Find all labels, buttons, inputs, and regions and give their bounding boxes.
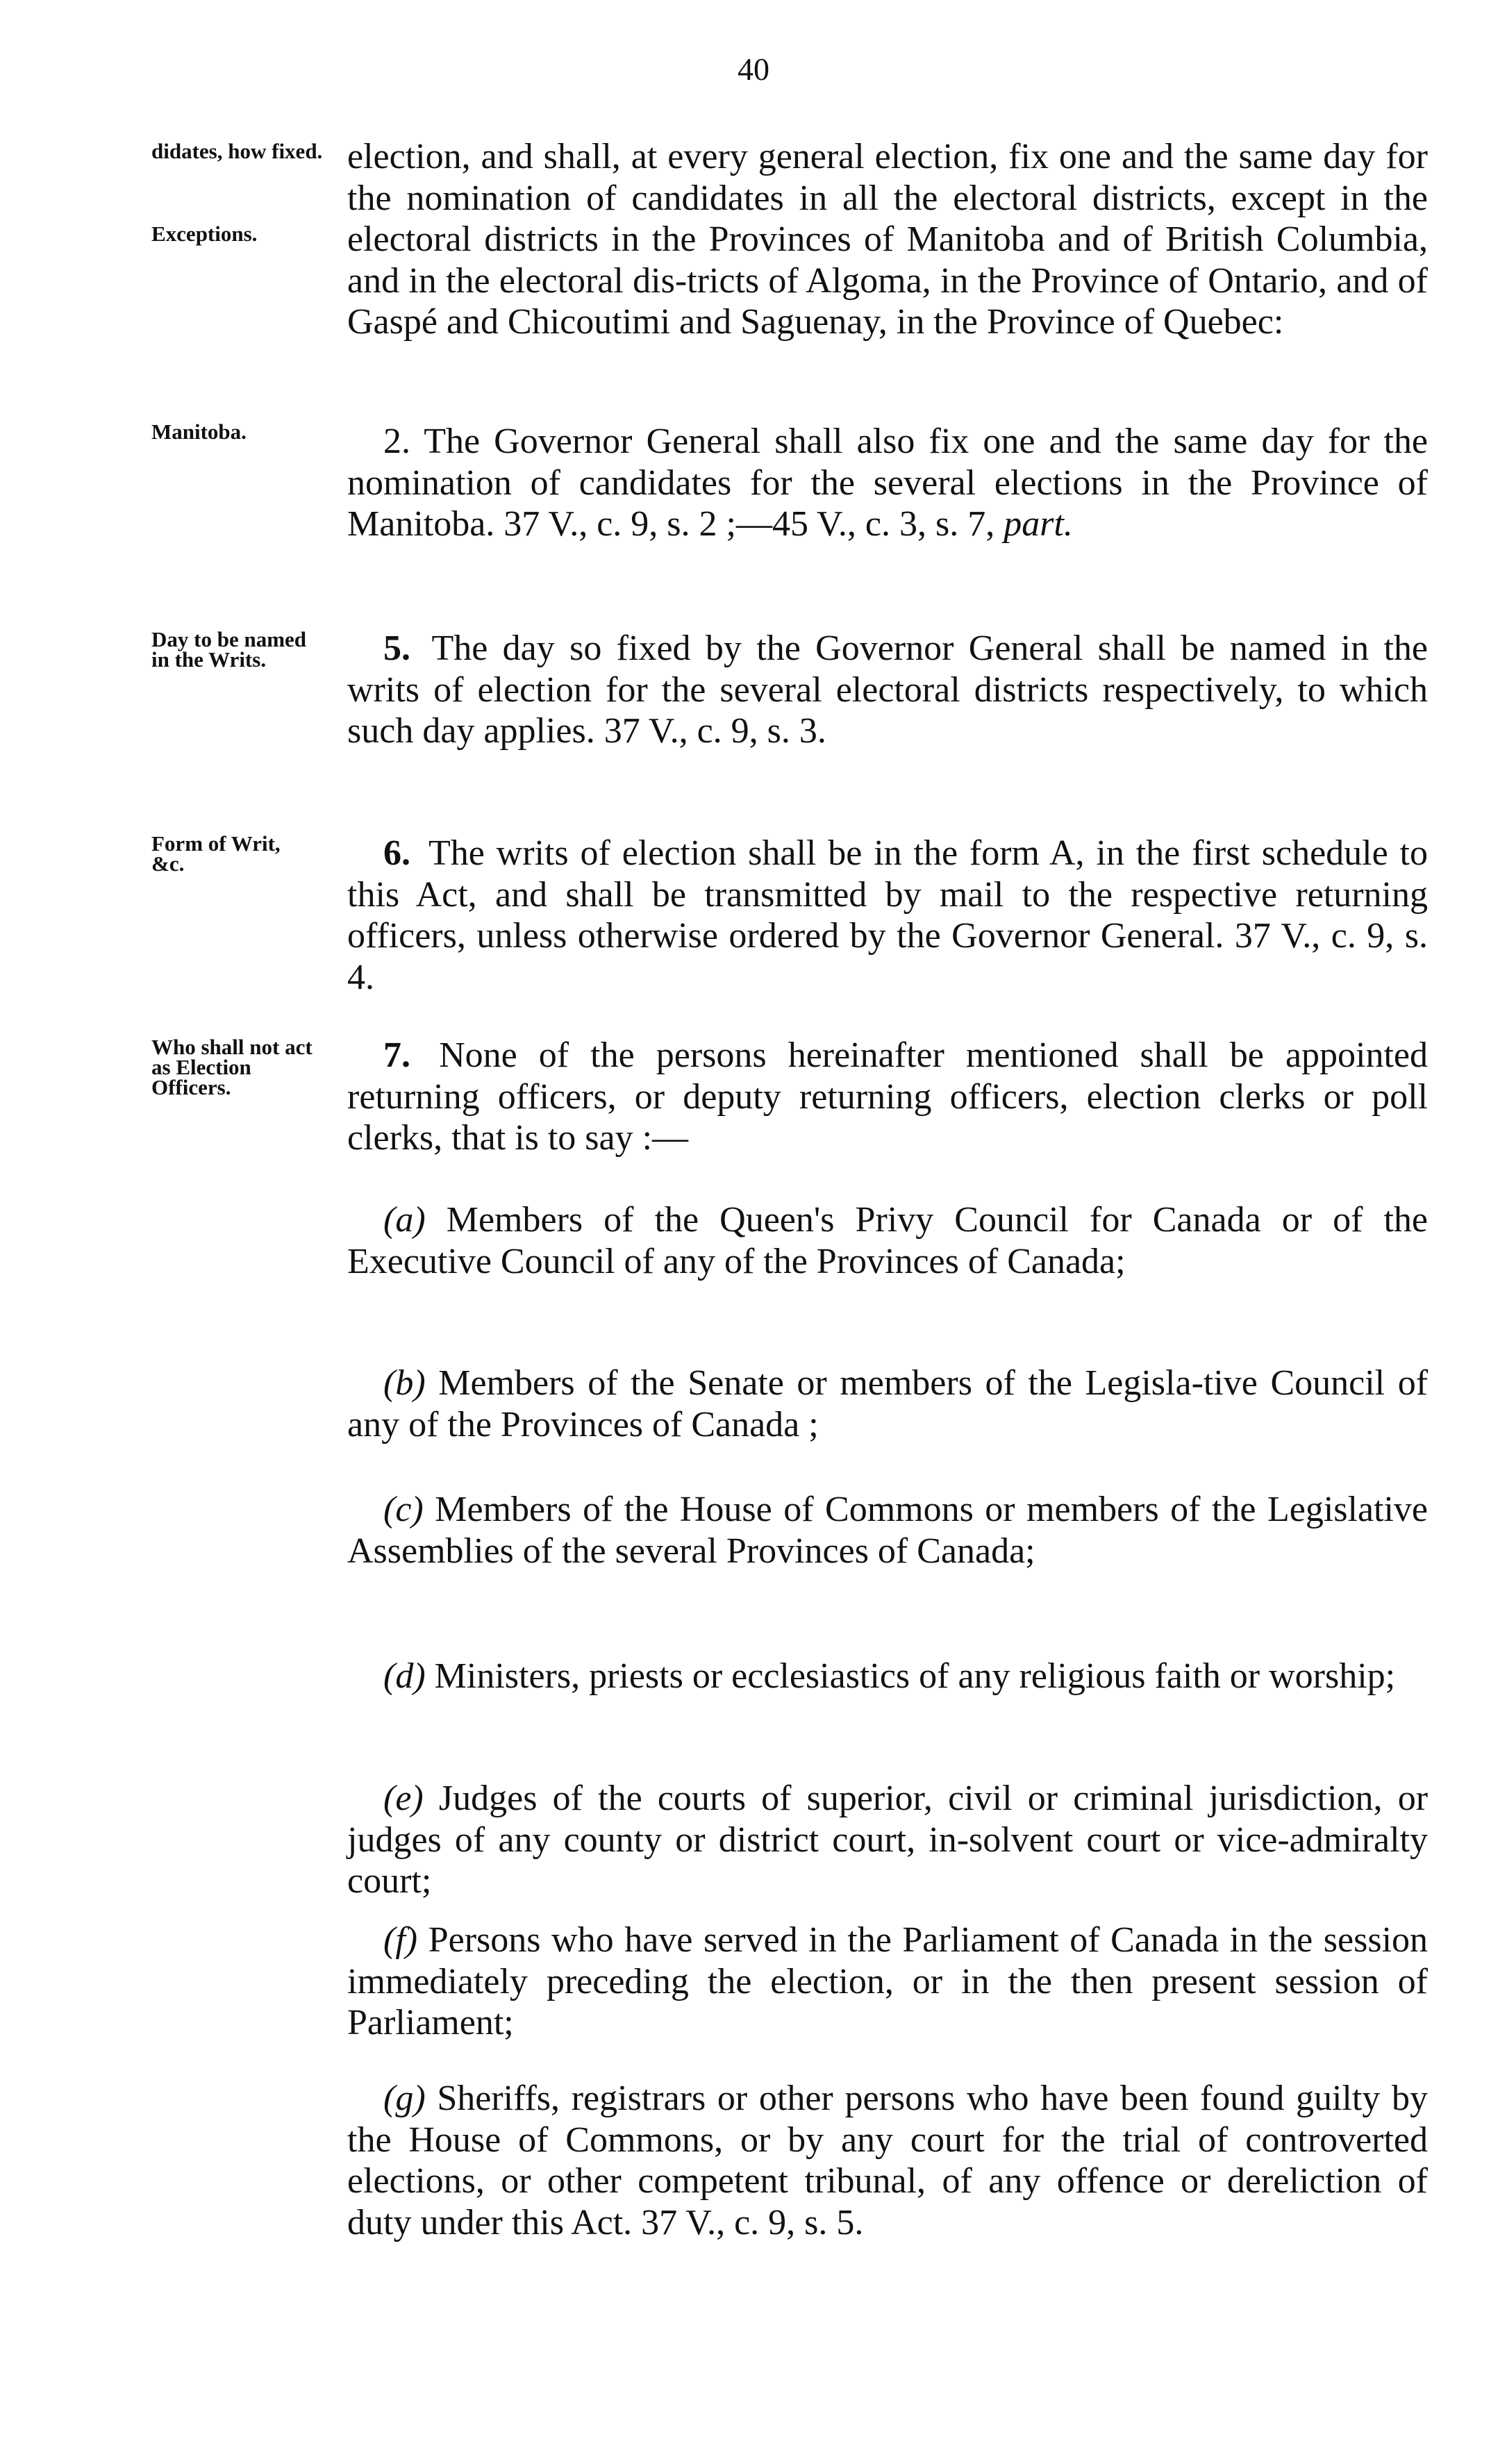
margin-note-nomination-day: didates, how fixed.	[151, 139, 323, 163]
clause-text: Sheriffs, registrars or other persons who have been found guilty by the House of Commons, or by any court for the trial of controverted elections, or other competent tribunal, of any offence or dereliction of duty under this Act. 37 V., c. 9, s. 5.	[347, 2079, 1429, 2242]
margin-note-exceptions: Exceptions.	[151, 222, 258, 246]
clause-d	[347, 1656, 1428, 1697]
clause-g	[347, 2078, 1428, 2243]
margin-note-who-not-officers: Who shall not act as Election Officers.	[151, 1035, 313, 1099]
page-number: 40	[738, 51, 769, 87]
clause-c	[347, 1489, 1428, 1572]
section-6	[347, 833, 1428, 998]
clause-label: (d)	[383, 1656, 426, 1696]
clause-text: Members of the Queen's Privy Council for Canada or of the Executive Council of any of the Provinces of Canada;	[347, 1200, 1429, 1281]
section-text: The day so fixed by the Governor General shall be named in the writs of election for the several electoral districts respectively, to which such day applies. 37 V., c. 9, s. 3.	[347, 629, 1429, 751]
clause-label: (c)	[383, 1490, 424, 1529]
clause-b	[347, 1363, 1428, 1445]
margin-note-form-of-writ: Form of Writ, &c.	[151, 831, 281, 876]
section-number: 5.	[383, 629, 410, 668]
section-number: 7.	[383, 1035, 410, 1075]
paragraph-text: election, and shall, at every general election, fix one and the same day for the nomination of candidates in all the electoral districts, except in the electoral districts in the Provinces of Manitoba and of British Columbia, and in the electoral dis-tricts of Algoma, in the Province of Ontario, and of Gaspé and Chicoutimi and Saguenay, in the Province of Quebec:	[347, 137, 1428, 342]
clause-text: Members of the House of Commons or members of the Legislative Assemblies of the several Provinces of Canada;	[347, 1490, 1428, 1571]
paragraph-text: The Governor General shall also fix one and the same day for the nomination of candidates for the several elections in the Province of Manitoba. 37 V., c. 9, s. 2 ;—45 V., c. 3, s. 7,	[347, 422, 1428, 544]
clause-text: Persons who have served in the Parliament of Canada in the session immediately preceding the election, or in the then present session of Parliament;	[347, 1920, 1429, 2042]
section-5	[347, 628, 1428, 752]
clause-e	[347, 1778, 1428, 1902]
clause-label: (b)	[383, 1363, 426, 1403]
part-label: part.	[1004, 504, 1073, 544]
section-7	[347, 1035, 1428, 1159]
clause-label: (e)	[383, 1779, 424, 1818]
clause-text: Ministers, priests or ecclesiastics of any religious faith or worship;	[434, 1656, 1396, 1696]
paragraph-nomination-day	[347, 136, 1428, 343]
section-text: The writs of election shall be in the form A, in the first schedule to this Act, and shall be transmitted by mail to the respective returning officers, unless otherwise ordered by the Governor General. 37 V., c. 9, s. 4.	[347, 833, 1428, 997]
clause-label: (a)	[383, 1200, 426, 1240]
margin-note-day-named: Day to be named in the Writs.	[151, 627, 307, 672]
clause-a	[347, 1199, 1428, 1282]
clause-text: Members of the Senate or members of the Legisla-tive Council of any of the Provinces of Canada ;	[347, 1363, 1429, 1445]
paragraph-manitoba	[347, 421, 1428, 545]
clause-label: (f)	[383, 1920, 418, 1960]
paragraph-number: 2.	[383, 422, 410, 461]
margin-note-manitoba: Manitoba.	[151, 419, 247, 444]
clause-label: (g)	[383, 2079, 426, 2118]
section-number: 6.	[383, 833, 410, 873]
clause-text: Judges of the courts of superior, civil or criminal jurisdiction, or judges of any county or district court, in-solvent court or vice-admiralty court;	[347, 1779, 1429, 1901]
clause-f	[347, 1920, 1428, 2044]
section-text: None of the persons hereinafter mentioned shall be appointed returning officers, or deputy returning officers, election clerks or poll clerks, that is to say :—	[347, 1035, 1429, 1158]
